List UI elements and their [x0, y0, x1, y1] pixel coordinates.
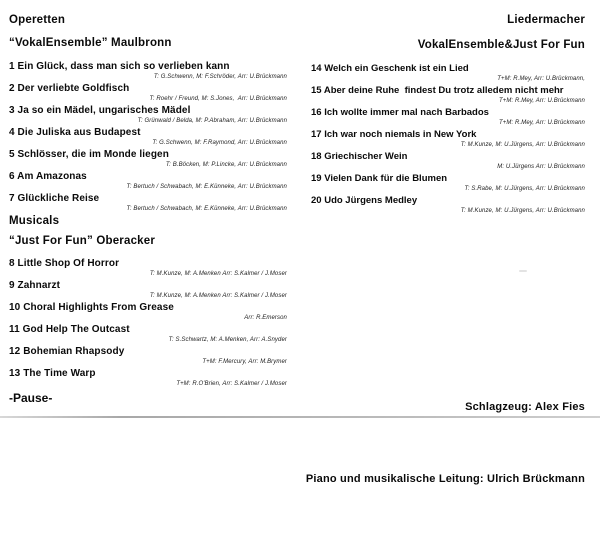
right-column [311, 8, 585, 216]
piano-credit: Piano und musikalische Leitung: Ulrich Brückmann [305, 473, 585, 485]
song-credit: T: M.Kunze, M: A.Menken Arr: S.Kalmer / J.Moser [149, 293, 287, 299]
ensemble-heading-maulbronn: “VokalEnsemble” Maulbronn [9, 37, 172, 49]
song-row [311, 84, 585, 105]
song-credit: T: G.Schwenn, M: F.Schröder, Arr: U.Brückmann [153, 74, 287, 80]
song-credit: T: Bertuch / Schwabach, M: E.Künneke, Arr: U.Brückmann [126, 184, 287, 190]
song-title: 20 Udo Jürgens Medley [311, 195, 418, 206]
ensemble-heading-oberacker: “Just For Fun” Oberacker [9, 235, 156, 247]
song-credit: M: U.Jürgens Arr: U.Brückmann [497, 164, 585, 170]
section-heading-operetten: Operetten [9, 14, 66, 26]
song-row [9, 170, 287, 191]
song-credit: Arr: R.Emerson [244, 315, 287, 321]
song-title: 3 Ja so ein Mädel, ungarisches Mädel [9, 105, 191, 116]
song-title: 19 Vielen Dank für die Blumen [311, 173, 448, 184]
song-row [9, 192, 287, 213]
song-row [9, 367, 287, 388]
song-credit: T: Bertuch / Schwabach, M: E.Künneke, Arr: U.Brückmann [126, 206, 287, 212]
song-credit: T: M.Kunze, M: U.Jürgens, Arr: U.Brückmann [460, 208, 585, 214]
song-title: 8 Little Shop Of Horror [9, 258, 120, 269]
song-credit: T+M: F.Mercury, Arr: M.Brymer [202, 359, 287, 365]
left-column [9, 8, 287, 405]
scan-artifact-mark [519, 270, 527, 272]
song-row [311, 128, 585, 149]
song-credit: T+M: R.Mey, Arr: U.Brückmann [499, 98, 585, 104]
song-row [311, 172, 585, 193]
song-row [9, 345, 287, 366]
song-credit: T: S.Rabe, M: U.Jürgens, Arr: U.Brückmann [464, 186, 585, 192]
song-list-operetten [9, 60, 287, 213]
song-row [9, 60, 287, 81]
song-credit: T: G.Schwenn, M: F.Raymond, Arr: U.Brückmann [152, 140, 287, 146]
song-row [311, 150, 585, 171]
song-row [9, 82, 287, 103]
song-credit: T+M: R.Mey, Arr: U.Brückmann, [497, 76, 585, 82]
song-title: 14 Welch ein Geschenk ist ein Lied [311, 63, 469, 74]
song-credit: T: S.Schwartz, M: A.Menken, Arr: A.Snyder [168, 337, 287, 343]
bottom-scan-edge [0, 416, 600, 418]
song-row [9, 126, 287, 147]
song-credit: T: B.Böcken, M: P.Lincke, Arr: U.Brückmann [165, 162, 287, 168]
performers-block [306, 347, 585, 539]
song-row [9, 323, 287, 344]
pause-label: -Pause- [9, 391, 53, 405]
song-title: 18 Griechischer Wein [311, 151, 408, 162]
song-row [9, 148, 287, 169]
song-title: 7 Glückliche Reise [9, 193, 100, 204]
song-title: 10 Choral Highlights From Grease [9, 302, 174, 313]
song-credit: T+M: R.Mey, Arr: U.Brückmann [499, 120, 585, 126]
song-title: 16 Ich wollte immer mal nach Barbados [311, 107, 489, 118]
song-title: 6 Am Amazonas [9, 171, 87, 182]
song-row [311, 106, 585, 127]
song-credit: T+M: R.O'Brien, Arr: S.Kalmer / J.Moser [176, 381, 287, 387]
song-list-liedermacher [311, 62, 585, 215]
song-title: 9 Zahnarzt [9, 280, 61, 291]
drums-credit: Schlagzeug: Alex Fies [465, 401, 585, 413]
song-credit: T: Grünwald / Belda, M: P.Abraham, Arr: U.Brückmann [137, 118, 287, 124]
section-heading-liedermacher: Liedermacher [507, 14, 585, 26]
song-title: 5 Schlösser, die im Monde liegen [9, 149, 169, 160]
section-heading-musicals: Musicals [9, 215, 60, 227]
song-row [9, 104, 287, 125]
song-title: 2 Der verliebte Goldfisch [9, 83, 130, 94]
song-credit: T: M.Kunze, M: U.Jürgens, Arr: U.Brückmann [460, 142, 585, 148]
song-title: 15 Aber deine Ruhe findest Du trotz alledem nicht mehr [311, 85, 564, 96]
song-title: 4 Die Juliska aus Budapest [9, 127, 141, 138]
song-title: 17 Ich war noch niemals in New York [311, 129, 477, 140]
song-title: 11 God Help The Outcast [9, 324, 130, 335]
song-row [9, 279, 287, 300]
song-row [311, 62, 585, 83]
song-credit: T: M.Kunze, M: A.Menken Arr: S.Kalmer / J.Moser [149, 271, 287, 277]
ensemble-heading-combined: VokalEnsemble&Just For Fun [417, 39, 585, 51]
song-list-musicals [9, 257, 287, 388]
song-row [9, 257, 287, 278]
song-credit: T: Roehr / Freund, M: S.Jones, Arr: U.Brückmann [149, 96, 287, 102]
song-title: 12 Bohemian Rhapsody [9, 346, 125, 357]
song-row [311, 194, 585, 215]
song-row [9, 301, 287, 322]
song-title: 13 The Time Warp [9, 368, 96, 379]
song-title: 1 Ein Glück, dass man sich so verlieben kann [9, 61, 230, 72]
